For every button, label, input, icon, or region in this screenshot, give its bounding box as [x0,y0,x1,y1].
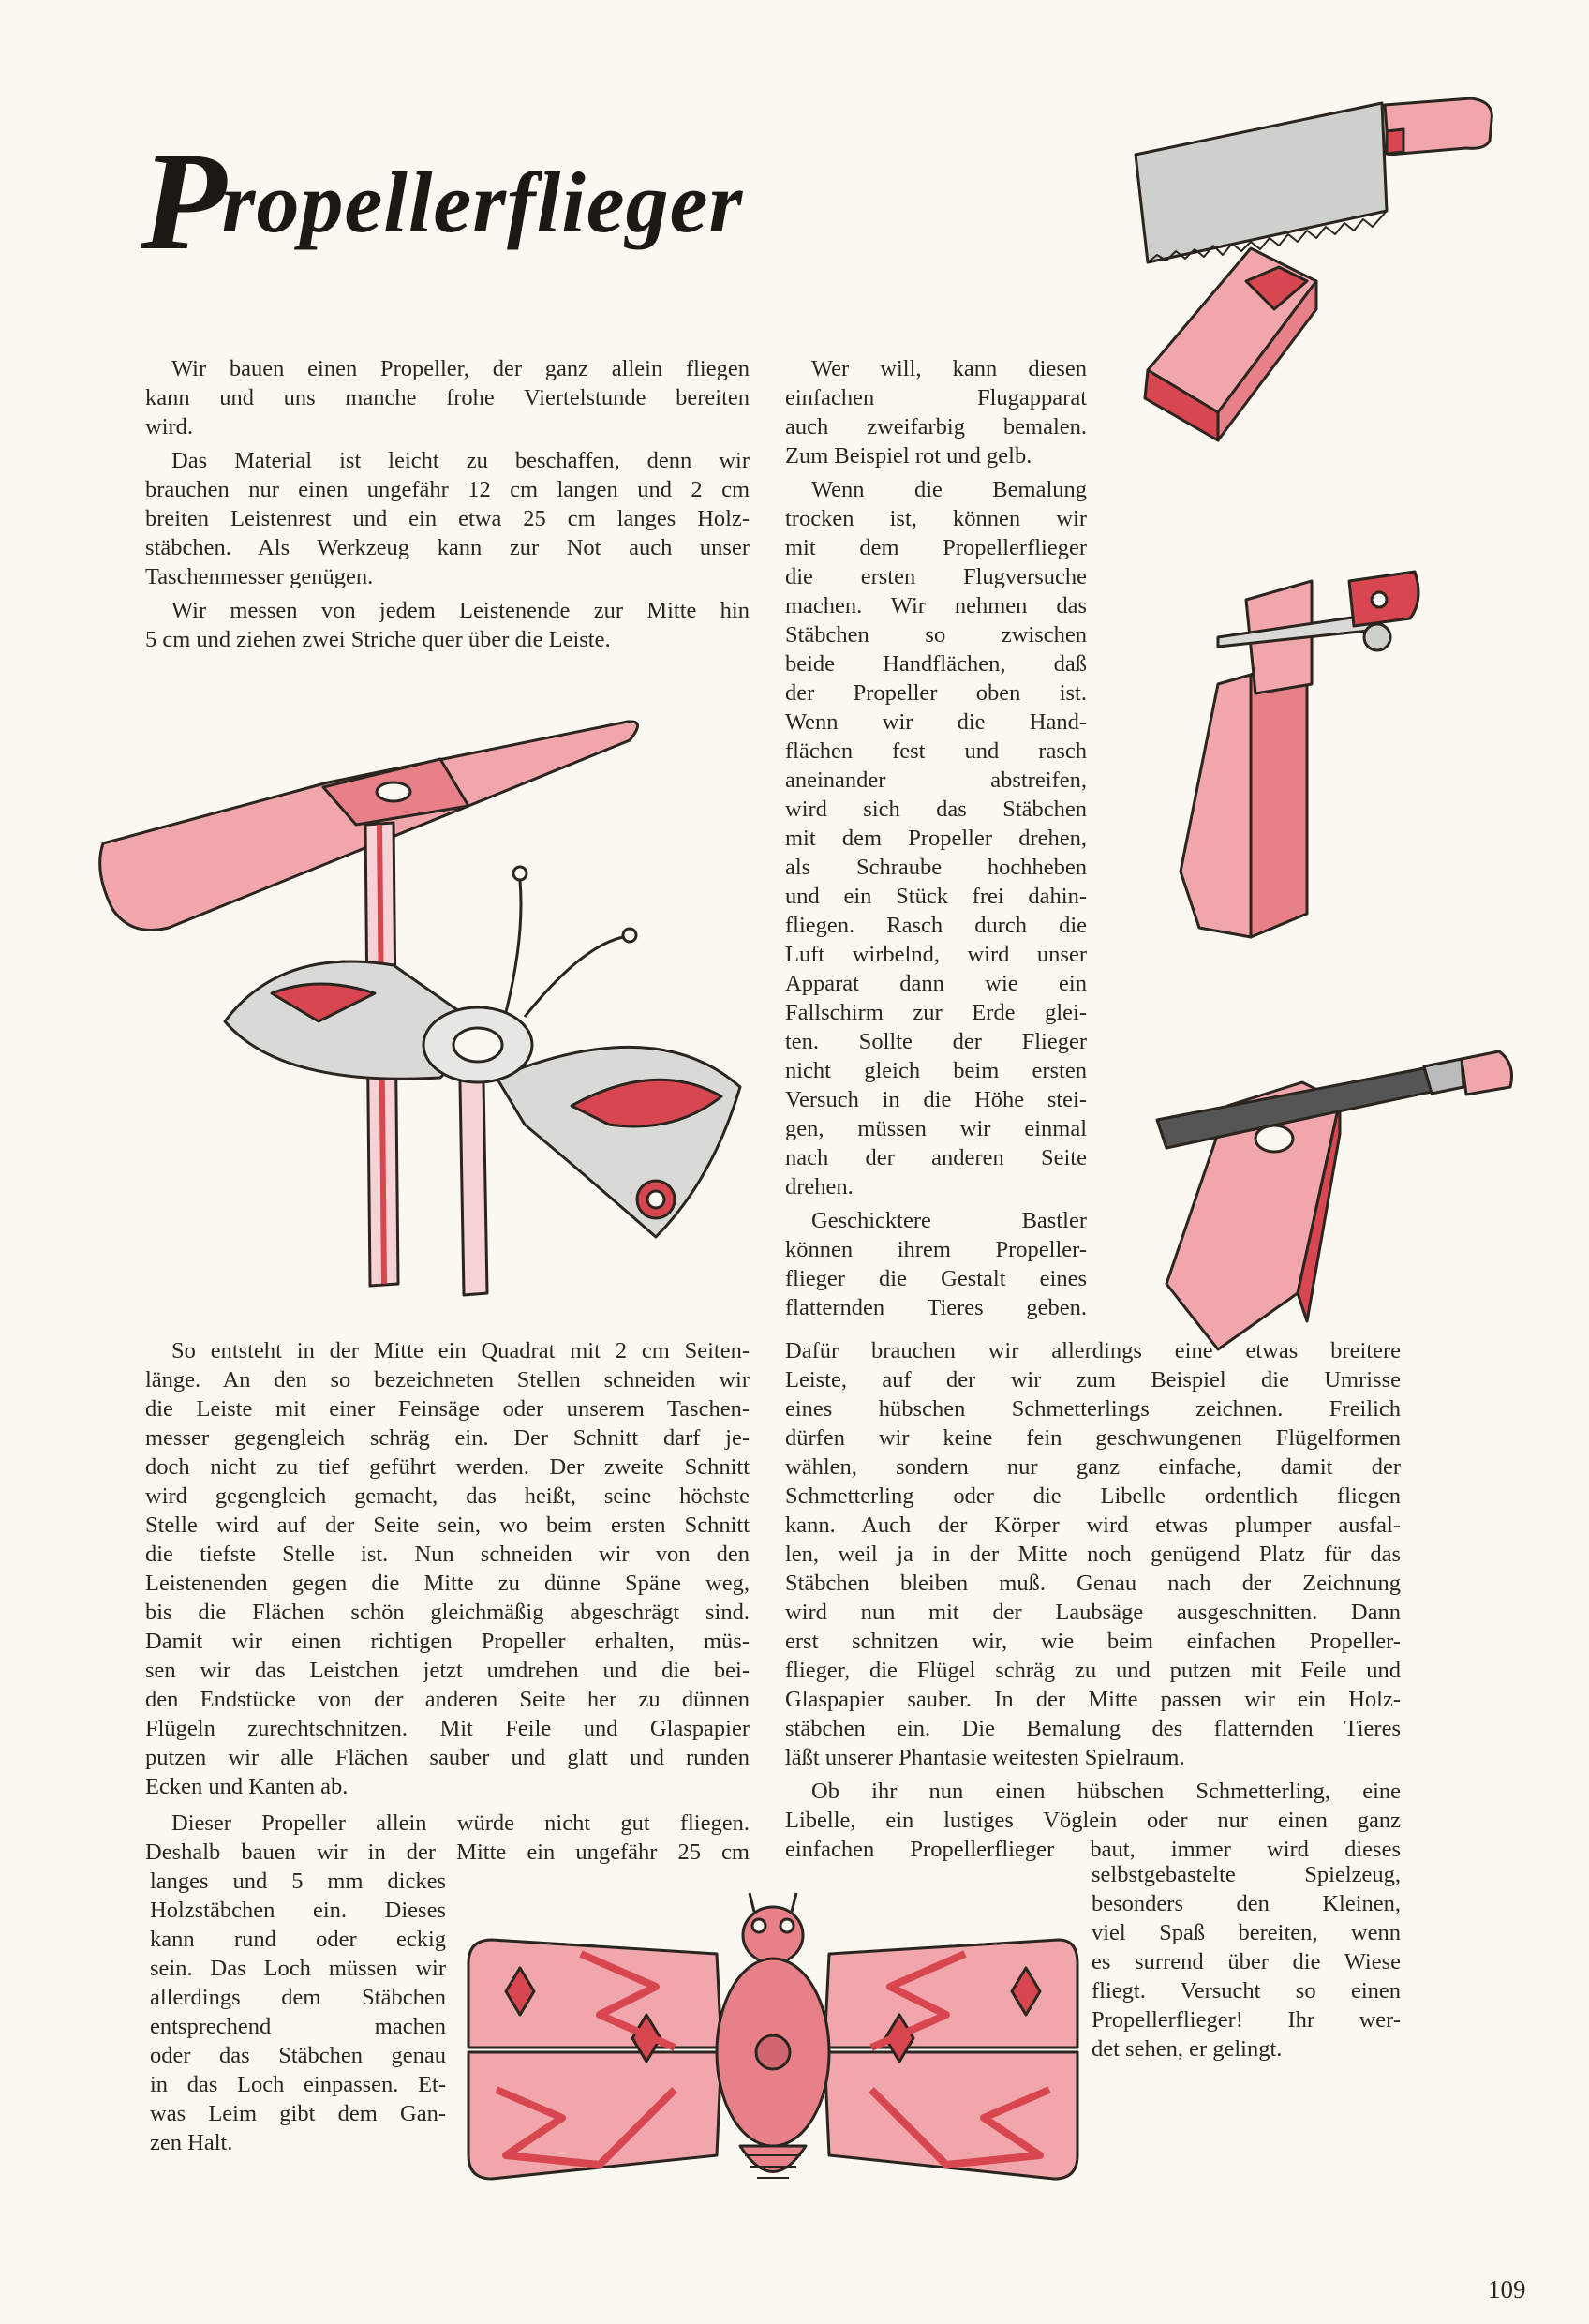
text-line: Libelle, ein lustiges Vöglein oder nur einen ganz [785,1808,1401,1833]
text-line: nicht gleich beim ersten [785,1058,1087,1083]
paragraph [785,1336,1401,1772]
text-line: Fallschirm zur Erde glei- [785,1000,1087,1025]
text-line: flieger, die Flügel schräg zu und putzen mit Feile und [785,1658,1401,1683]
text-line: Stäbchen so zwischen [785,622,1087,648]
paragraph [1092,1860,1401,2063]
text-line: gen, müssen wir einmal [785,1116,1087,1141]
butterfly-template-illustration [468,1893,1077,2179]
paragraph [150,1867,446,2157]
text-line: wird sich das Stäbchen [785,797,1087,822]
paragraph [785,475,1087,1201]
title-initial: P [141,124,228,279]
text-line: es surrend über die Wiese [1092,1949,1401,1974]
text-line: sen wir das Leistchen jetzt umdrehen und die bei- [145,1658,750,1683]
text-line: brauchen nur einen ungefähr 12 cm langen und 2 cm [145,477,750,502]
text-line: selbstgebastelte Spielzeug, [1092,1862,1401,1887]
text-line: mit dem Propellerflieger [785,535,1087,560]
text-line: auch zweifarbig bemalen. [785,414,1087,439]
text-line: entsprechend machen [150,2014,446,2039]
text-line: kann rund oder eckig [150,1927,446,1952]
text-line: aneinander abstreifen, [785,767,1087,793]
text-line: oder das Stäbchen genau [150,2043,446,2068]
text-line: beide Handflächen, daß [785,651,1087,677]
text-line: Deshalb bauen wir in der Mitte ein ungefähr 25 cm [145,1840,750,1865]
page-number: 109 [1488,2275,1526,2303]
text-line: Ecken und Kanten ab. [145,1774,349,1799]
text-line: nach der anderen Seite [785,1145,1087,1170]
text-line: Schmetterling oder die Libelle ordentlich fliegen [785,1483,1401,1509]
paragraph [785,1777,1401,1864]
text-line: einfachen Propellerflieger baut, immer wird dieses [785,1837,1401,1862]
text-line: kann und uns manche frohe Viertelstunde bereiten [145,385,750,410]
text-line: wählen, sondern nur ganz einfache, damit der [785,1454,1401,1480]
text-line: die tiefste Stelle ist. Nun schneiden wir von den [145,1542,750,1567]
text-intro [145,354,750,659]
text-line: sein. Das Loch müssen wir [150,1956,446,1981]
text-line: det sehen, er gelingt. [1092,2036,1283,2062]
text-line: bis die Flächen schön gleichmäßig abgeschrägt sind. [145,1600,750,1625]
text-line: stäbchen ein. Die Bemalung des flatternden Tieres [785,1716,1401,1741]
text-line: stäbchen. Als Werkzeug kann zur Not auch unser [145,535,750,560]
text-line: len, weil ja in der Mitte noch genügend Platz für das [785,1542,1401,1567]
text-line: machen. Wir nehmen das [785,593,1087,618]
text-line: den Endstücke von der anderen Seite her zu dünnen [145,1687,750,1712]
text-line: So entsteht in der Mitte ein Quadrat mit 2 cm Seiten- [171,1338,750,1363]
text-line: doch nicht zu tief geführt werden. Der zweite Schnitt [145,1454,750,1480]
text-line: wird gegengleich gemacht, das heißt, seine höchste [145,1483,750,1509]
text-closing-narrow [1092,1860,1401,2068]
text-line: flatternden Tieres geben. [785,1295,1087,1320]
propeller-butterfly-illustration [100,722,740,1295]
text-line: dürfen wir keine fein geschwungenen Flügelformen [785,1425,1401,1451]
saw-illustration [1136,98,1492,440]
text-line: flächen fest und rasch [785,738,1087,764]
text-line: als Schraube hochheben [785,855,1087,880]
text-line: erst schnitzen wir, wie beim einfachen Propeller- [785,1629,1401,1654]
text-line: kann. Auch der Körper wird etwas plumper ausfal- [785,1512,1401,1538]
text-line: 5 cm und ziehen zwei Striche quer über die Leiste. [145,627,611,652]
text-line: die Leiste mit einer Feinsäge oder unserem Taschen- [145,1396,750,1422]
text-line: Wenn die Bemalung [811,477,1087,502]
text-line: der Propeller oben ist. [785,680,1087,706]
text-line: Stäbchen bleiben muß. Genau nach der Zeichnung [785,1571,1401,1596]
text-line: drehen. [785,1174,854,1199]
text-line: trocken ist, können wir [785,506,1087,531]
text-line: Versuch in die Höhe stei- [785,1087,1087,1112]
text-line: Wir bauen einen Propeller, der ganz allein fliegen [171,356,750,381]
text-left-stick [145,1809,750,1871]
text-left-instructions [145,1336,750,1806]
text-line: Propellerflieger! Ihr wer- [1092,2007,1401,2033]
text-line: Wer will, kann diesen [811,356,1087,381]
title-rest: ropellerflieger [221,155,744,250]
text-line: und ein Stück frei dahin- [785,884,1087,909]
text-line: in das Loch einpassen. Et- [150,2072,446,2097]
text-line: viel Spaß bereiten, wenn [1092,1920,1401,1945]
text-line: mit dem Propeller drehen, [785,826,1087,851]
text-line: allerdings dem Stäbchen [150,1985,446,2010]
paragraph [785,354,1087,470]
text-line: Leistenenden gegen die Mitte zu dünne Späne weg, [145,1571,750,1596]
text-line: fliegt. Versucht so einen [1092,1978,1401,2004]
text-line: Stelle wird auf der Seite sein, wo beim ersten Schnitt [145,1512,750,1538]
text-line: Taschenmesser genügen. [145,564,374,589]
text-line: die ersten Flugversuche [785,564,1087,589]
text-line: breiten Leistenrest und ein etwa 25 cm langes Holz- [145,506,750,531]
paragraph [785,1206,1087,1322]
text-line: putzen wir alle Flächen sauber und glatt und runden [145,1745,750,1770]
text-line: eines hübschen Schmetterlings zeichnen. Freilich [785,1396,1401,1422]
text-line: Wir messen von jedem Leistenende zur Mitte hin [171,598,750,623]
paragraph [145,446,750,591]
text-line: besonders den Kleinen, [1092,1891,1401,1916]
text-line: was Leim gibt dem Gan- [150,2101,446,2126]
text-line: Damit wir einen richtigen Propeller erhalten, müs- [145,1629,750,1654]
text-line: Apparat dann wie ein [785,971,1087,996]
file-illustration [1157,1051,1512,1349]
text-line: zen Halt. [150,2130,233,2155]
text-line: einfachen Flugapparat [785,385,1087,410]
text-line: Holzstäbchen ein. Dieses [150,1898,446,1923]
text-line: Flügeln zurechtschnitzen. Mit Feile und Glaspapier [145,1716,750,1741]
text-line: Dafür brauchen wir allerdings eine etwas breitere [785,1338,1401,1363]
page-title [141,124,744,279]
text-line: wird nun mit der Laubsäge ausgeschnitten. Dann [785,1600,1401,1625]
text-right-column-wide [785,1336,1401,1869]
text-line: Geschicktere Bastler [811,1208,1087,1233]
text-line: fliegen. Rasch durch die [785,913,1087,938]
text-line: länge. An den so bezeichneten Stellen schneiden wir [145,1367,750,1393]
text-line: flieger die Gestalt eines [785,1266,1087,1291]
text-line: Glaspapier sauber. In der Mitte passen wir ein Holz- [785,1687,1401,1712]
paragraph [145,1809,750,1867]
text-line: Luft wirbelnd, wird unser [785,942,1087,967]
text-line: messer gegengleich schräg ein. Der Schnitt darf je- [145,1425,750,1451]
text-line: wird. [145,414,194,439]
paragraph [145,1336,750,1801]
text-line: ten. Sollte der Flieger [785,1029,1087,1054]
text-left-stick-narrow [150,1867,446,2162]
text-line: Wenn wir die Hand- [785,709,1087,735]
text-line: Das Material ist leicht zu beschaffen, denn wir [171,448,750,473]
text-line: können ihrem Propeller- [785,1237,1087,1262]
paragraph [145,596,750,654]
knife-illustration [1181,572,1418,937]
text-line: Zum Beispiel rot und gelb. [785,443,1032,469]
paragraph [145,354,750,441]
text-line: Ob ihr nun einen hübschen Schmetterling, eine [811,1779,1401,1804]
text-line: Leiste, auf der wir zum Beispiel die Umrisse [785,1367,1401,1393]
text-right-column [785,354,1087,1327]
text-line: Dieser Propeller allein würde nicht gut fliegen. [171,1810,750,1836]
text-line: läßt unserer Phantasie weitesten Spielraum. [785,1745,1185,1770]
text-line: langes und 5 mm dickes [150,1869,446,1894]
